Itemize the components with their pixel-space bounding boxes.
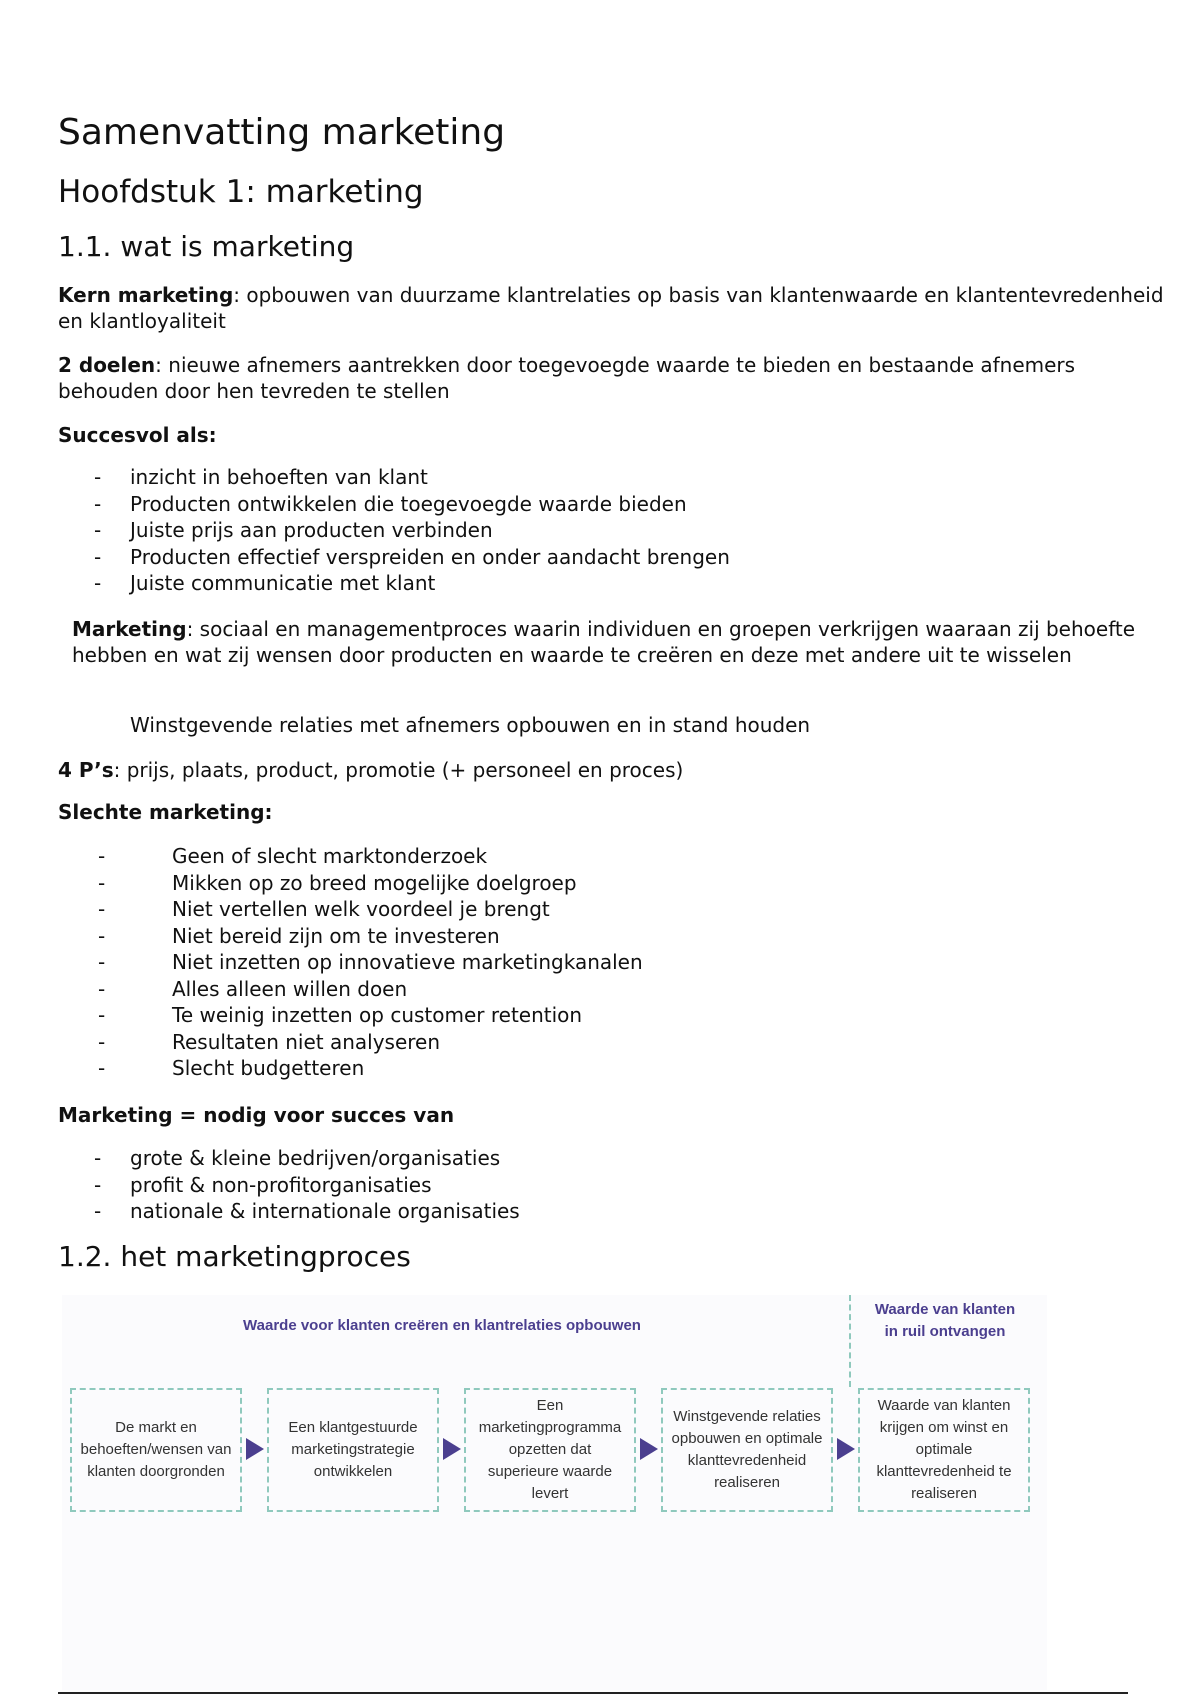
- process-arrow-icon: [246, 1438, 264, 1460]
- process-step-2: Een klantgestuurde marketingstrategie ontwikkelen: [267, 1388, 439, 1512]
- kern-term: Kern marketing: [58, 283, 234, 307]
- list-item: - grote & kleine bedrijven/organisaties: [58, 1145, 520, 1172]
- process-step-1: De markt en behoeften/wensen van klanten doorgronden: [70, 1388, 242, 1512]
- process-arrow-icon: [640, 1438, 658, 1460]
- list-item: - Niet vertellen welk voordeel je brengt: [58, 896, 643, 923]
- process-arrow-icon: [443, 1438, 461, 1460]
- slecht-heading: Slechte marketing:: [58, 800, 273, 824]
- process-step-5: Waarde van klanten krijgen om winst en optimale klanttevredenheid te realiseren: [858, 1388, 1030, 1512]
- list-item: - Mikken op zo breed mogelijke doelgroep: [58, 870, 643, 897]
- vierp-text: : prijs, plaats, product, promotie (+ personeel en proces): [113, 758, 684, 782]
- right-process-header: Waarde van klanten in ruil ontvangen: [874, 1301, 1016, 1340]
- winstgevend-text: Winstgevende relaties met afnemers opbouwen en in stand houden: [130, 713, 811, 737]
- succesvol-list: [58, 464, 730, 597]
- vierp-paragraph: [58, 757, 1168, 783]
- vierp-term: 4 P’s: [58, 758, 114, 782]
- list-item: - Producten effectief verspreiden en onder aandacht brengen: [58, 544, 730, 571]
- list-item: - Niet inzetten op innovatieve marketingkanalen: [58, 949, 643, 976]
- left-process-header: Waarde voor klanten creëren en klantrelaties opbouwen: [243, 1317, 641, 1334]
- list-item: - Producten ontwikkelen die toegevoegde waarde bieden: [58, 491, 730, 518]
- chapter-heading: Hoofdstuk 1: marketing: [58, 174, 424, 210]
- doelen-paragraph: [58, 352, 1168, 404]
- succesvol-heading: Succesvol als:: [58, 423, 217, 447]
- list-item: - Alles alleen willen doen: [58, 976, 643, 1003]
- list-item: - Geen of slecht marktonderzoek: [58, 843, 643, 870]
- kern-paragraph: [58, 282, 1168, 334]
- list-item: - nationale & internationale organisaties: [58, 1198, 520, 1225]
- list-item: - Niet bereid zijn om te investeren: [58, 923, 643, 950]
- process-arrow-icon: [837, 1438, 855, 1460]
- list-item: - Te weinig inzetten op customer retention: [58, 1002, 643, 1029]
- list-item: - Resultaten niet analyseren: [58, 1029, 643, 1056]
- list-item: - Juiste communicatie met klant: [58, 570, 730, 597]
- doelen-text: : nieuwe afnemers aantrekken door toegevoegde waarde te bieden en bestaande afnemers behouden door hen tevreden te stellen: [58, 353, 1076, 403]
- footer-rule: [58, 1692, 1128, 1694]
- definitie-text: : sociaal en managementproces waarin individuen en groepen verkrijgen waaraan zij behoefte hebben en wat zij wensen door producten en waarde te creëren en deze met andere uit te wisselen: [72, 617, 1136, 667]
- process-step-4: Winstgevende relaties opbouwen en optimale klanttevredenheid realiseren: [661, 1388, 833, 1512]
- process-divider: [849, 1295, 851, 1387]
- list-item: - profit & non-profitorganisaties: [58, 1172, 520, 1199]
- definitie-term: Marketing: [72, 617, 187, 641]
- list-item: - inzicht in behoeften van klant: [58, 464, 730, 491]
- list-item: - Slecht budgetteren: [58, 1055, 643, 1082]
- section-heading-1-2: 1.2. het marketingproces: [58, 1240, 411, 1273]
- kern-text: : opbouwen van duurzame klantrelaties op basis van klantenwaarde en klantentevredenheid en klantloyaliteit: [58, 283, 1164, 333]
- doelen-term: 2 doelen: [58, 353, 156, 377]
- process-step-3: Een marketingprogramma opzetten dat superieure waarde levert: [464, 1388, 636, 1512]
- nodig-heading: Marketing = nodig voor succes van: [58, 1103, 455, 1127]
- marketing-process-diagram: [62, 1295, 1047, 1690]
- page-title: Samenvatting marketing: [58, 112, 506, 153]
- definitie-paragraph: [72, 616, 1172, 668]
- list-item: - Juiste prijs aan producten verbinden: [58, 517, 730, 544]
- section-heading-1-1: 1.1. wat is marketing: [58, 230, 355, 263]
- nodig-list: [58, 1145, 520, 1225]
- slecht-list: [58, 843, 643, 1082]
